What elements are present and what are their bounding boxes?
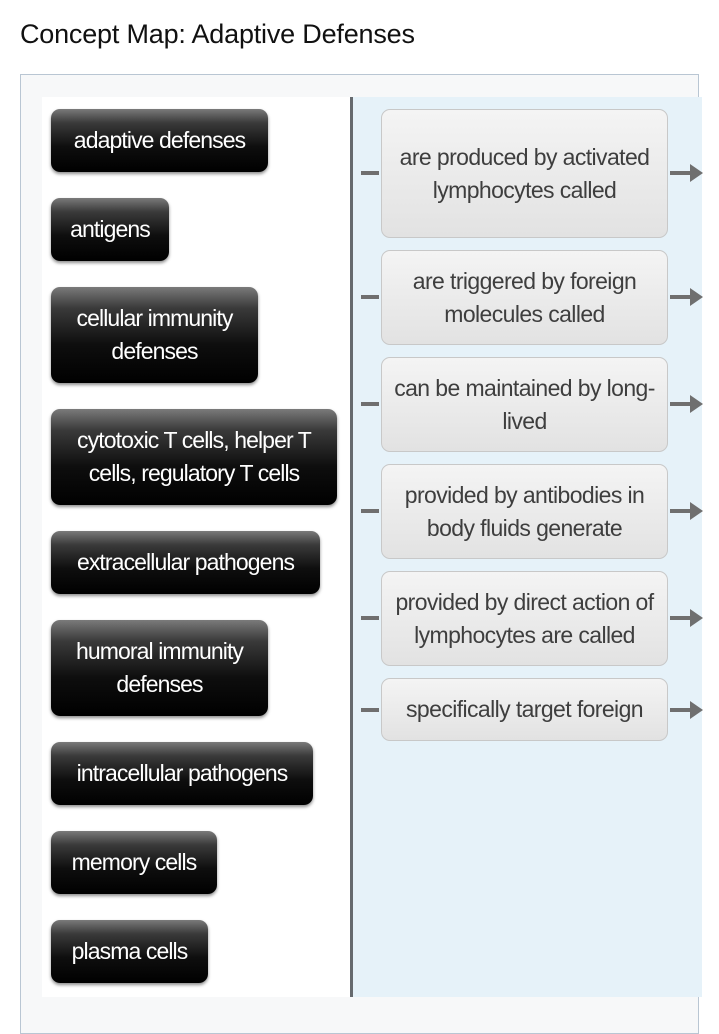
premise-triggered-by: are triggered by foreign molecules called	[381, 250, 668, 345]
connector-stub	[361, 295, 379, 299]
arrow-right-icon	[670, 700, 704, 720]
term-adaptive-defenses[interactable]: adaptive defenses	[51, 109, 268, 172]
term-antigens[interactable]: antigens	[51, 198, 169, 261]
arrow-right-icon	[670, 394, 704, 414]
arrow-right-icon	[670, 287, 704, 307]
connector-stub	[361, 616, 379, 620]
term-cellular-immunity-defenses[interactable]: cellular immunity defenses	[51, 287, 258, 383]
premise-maintained-by: can be maintained by long-lived	[381, 357, 668, 452]
page-title: Concept Map: Adaptive Defenses	[20, 19, 415, 49]
term-humoral-immunity-defenses[interactable]: humoral immunity defenses	[51, 620, 268, 716]
term-memory-cells[interactable]: memory cells	[51, 831, 217, 894]
connector-stub	[361, 708, 379, 712]
premise-antibodies: provided by antibodies in body fluids generate	[381, 464, 668, 559]
premise-target-foreign: specifically target foreign	[381, 678, 668, 741]
premise-direct-action: provided by direct action of lymphocytes are called	[381, 571, 668, 666]
connector-stub	[361, 402, 379, 406]
arrow-right-icon	[670, 608, 704, 628]
term-t-cells[interactable]: cytotoxic T cells, helper T cells, regulatory T cells	[51, 409, 337, 505]
connector-stub	[361, 171, 379, 175]
premise-produced-by: are produced by activated lymphocytes called	[381, 109, 668, 238]
arrow-right-icon	[670, 501, 704, 521]
term-extracellular-pathogens[interactable]: extracellular pathogens	[51, 531, 320, 594]
connector-stub	[361, 509, 379, 513]
arrow-right-icon	[670, 163, 704, 183]
term-plasma-cells[interactable]: plasma cells	[51, 920, 208, 983]
term-intracellular-pathogens[interactable]: intracellular pathogens	[51, 742, 313, 805]
